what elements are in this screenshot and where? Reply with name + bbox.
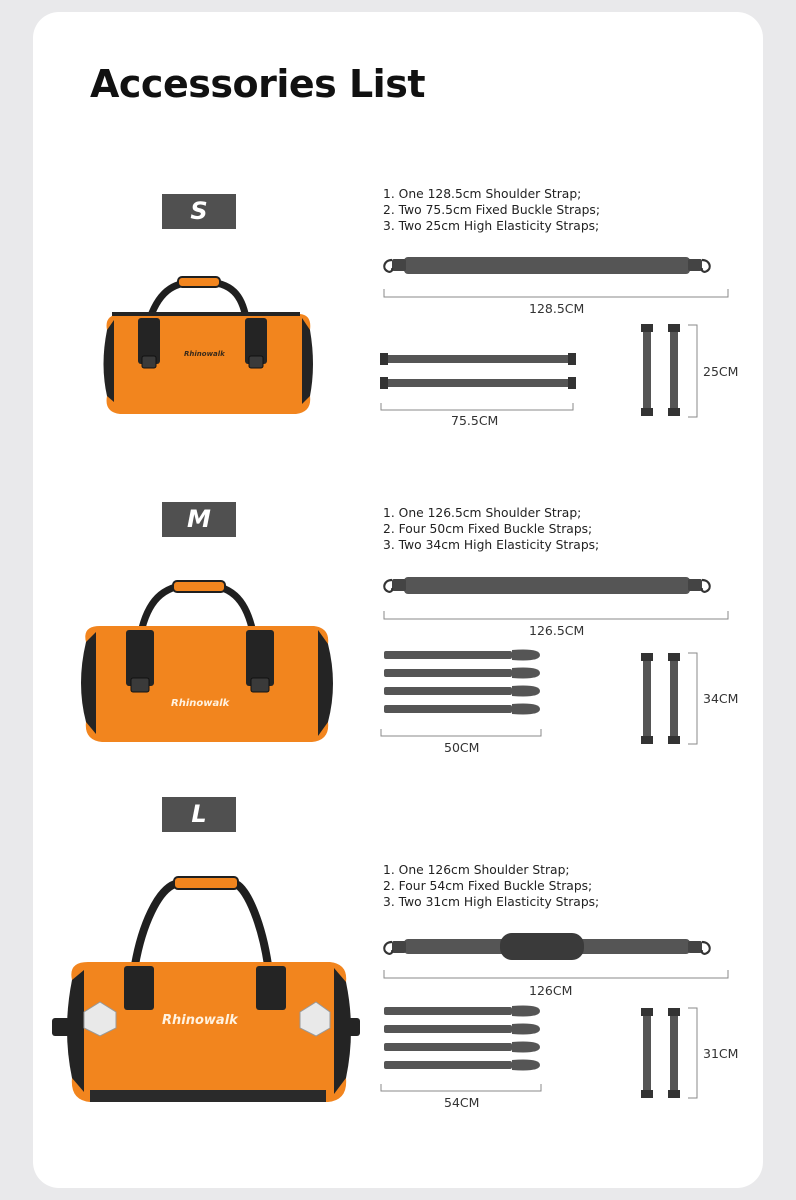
feature-item: 1. One 126cm Shoulder Strap; — [383, 863, 570, 877]
elastic-strap-length-m: 34CM — [703, 691, 739, 706]
feature-item: 2. Two 75.5cm Fixed Buckle Straps; — [383, 203, 600, 217]
shoulder-strap-length-l: 126CM — [529, 983, 573, 998]
buckle-straps-l — [381, 1006, 541, 1091]
shoulder-strap-m — [384, 577, 728, 619]
feature-item: 1. One 128.5cm Shoulder Strap; — [383, 187, 582, 201]
buckle-straps-m — [381, 650, 541, 736]
size-badge-m: M — [162, 502, 236, 537]
buckle-strap-length-m: 50CM — [444, 740, 480, 755]
elastic-strap-length-s: 25CM — [703, 364, 739, 379]
feature-item: 1. One 126.5cm Shoulder Strap; — [383, 506, 582, 520]
feature-item: 3. Two 34cm High Elasticity Straps; — [383, 538, 600, 552]
bag-m-image — [81, 581, 333, 742]
feature-item: 3. Two 31cm High Elasticity Straps; — [383, 895, 600, 909]
feature-item: 2. Four 50cm Fixed Buckle Straps; — [383, 522, 593, 536]
elastic-straps-m — [641, 653, 697, 744]
elastic-strap-length-l: 31CM — [703, 1046, 739, 1061]
size-badge-s: S — [162, 194, 236, 229]
shoulder-strap-length-s: 128.5CM — [529, 301, 585, 316]
feature-item: 3. Two 25cm High Elasticity Straps; — [383, 219, 600, 233]
shoulder-strap-l — [384, 933, 728, 978]
shoulder-strap-length-m: 126.5CM — [529, 623, 585, 638]
bag-l-image — [52, 877, 360, 1102]
bag-brand-logo: Rhinowalk — [184, 350, 225, 358]
buckle-straps-s — [380, 353, 576, 410]
bag-brand-logo: Rhinowalk — [171, 698, 230, 709]
buckle-strap-length-l: 54CM — [444, 1095, 480, 1110]
feature-item: 2. Four 54cm Fixed Buckle Straps; — [383, 879, 593, 893]
buckle-strap-length-s: 75.5CM — [451, 413, 499, 428]
shoulder-strap-s — [384, 257, 728, 297]
size-badge-l: L — [162, 797, 236, 832]
elastic-straps-s — [641, 324, 697, 417]
bag-brand-logo: Rhinowalk — [162, 1013, 238, 1028]
page-title: Accessories List — [90, 62, 425, 106]
bag-s-image — [104, 277, 314, 414]
elastic-straps-l — [641, 1008, 697, 1098]
